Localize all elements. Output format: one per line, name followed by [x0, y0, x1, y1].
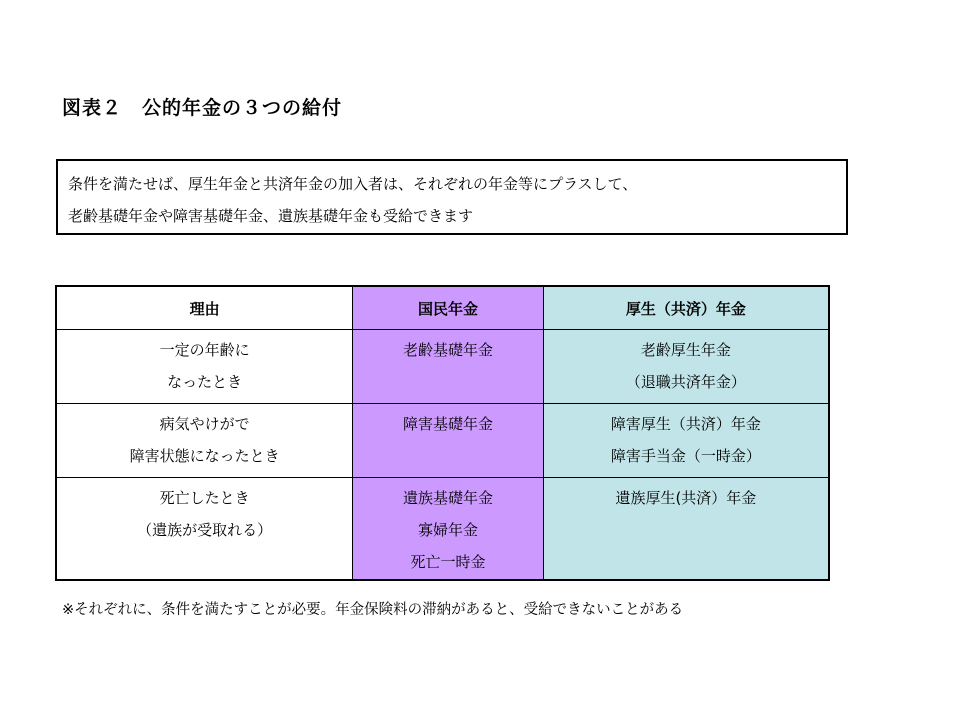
cell-line: 障害状態になったとき — [129, 447, 280, 465]
reason-cell — [56, 478, 353, 580]
kokumin-cell — [353, 478, 543, 580]
note-box — [56, 159, 848, 235]
note-line-1: 条件を満たせば、厚生年金と共済年金の加入者は、それぞれの年金等にプラスして、 — [68, 175, 638, 193]
table-row — [56, 330, 829, 404]
reason-cell — [56, 404, 353, 478]
kokumin-cell — [353, 330, 543, 404]
reason-cell — [56, 330, 353, 404]
note-line-2: 老齢基礎年金や障害基礎年金、遺族基礎年金も受給できます — [68, 207, 474, 225]
cell-line: 遺族厚生(共済）年金 — [615, 489, 757, 507]
header-kokumin-nenkin: 国民年金 — [353, 286, 543, 330]
cell-line: 病気やけがで — [159, 415, 250, 433]
footnote: ※それぞれに、条件を満たすことが必要。年金保険料の滞納があると、受給できないことがある — [62, 602, 684, 618]
header-reason: 理由 — [56, 286, 353, 330]
cell-line: 障害厚生（共済）年金 — [610, 415, 761, 433]
cell-line: 一定の年齢に — [159, 341, 250, 359]
header-kousei-nenkin: 厚生（共済）年金 — [543, 286, 829, 330]
kousei-cell — [543, 404, 829, 478]
kousei-cell — [543, 478, 829, 580]
table-row — [56, 478, 829, 580]
cell-line: 死亡したとき — [159, 489, 250, 507]
cell-line: 寡婦年金 — [418, 521, 479, 539]
benefits-table — [55, 285, 830, 581]
cell-line: （退職共済年金） — [625, 373, 746, 391]
cell-line: 老齢厚生年金 — [640, 341, 731, 359]
cell-line: （遺族が受取れる） — [137, 521, 273, 539]
cell-line: 障害手当金（一時金） — [610, 447, 761, 465]
cell-line: 遺族基礎年金 — [403, 489, 494, 507]
cell-line: 障害基礎年金 — [403, 415, 494, 433]
cell-line: なったとき — [167, 373, 243, 391]
cell-line: 死亡一時金 — [410, 553, 486, 571]
cell-line: 老齢基礎年金 — [403, 341, 494, 359]
kousei-cell — [543, 330, 829, 404]
kokumin-cell — [353, 404, 543, 478]
page-title: 図表２ 公的年金の３つの給付 — [62, 97, 343, 119]
table-row — [56, 404, 829, 478]
table-header-row — [56, 286, 829, 330]
